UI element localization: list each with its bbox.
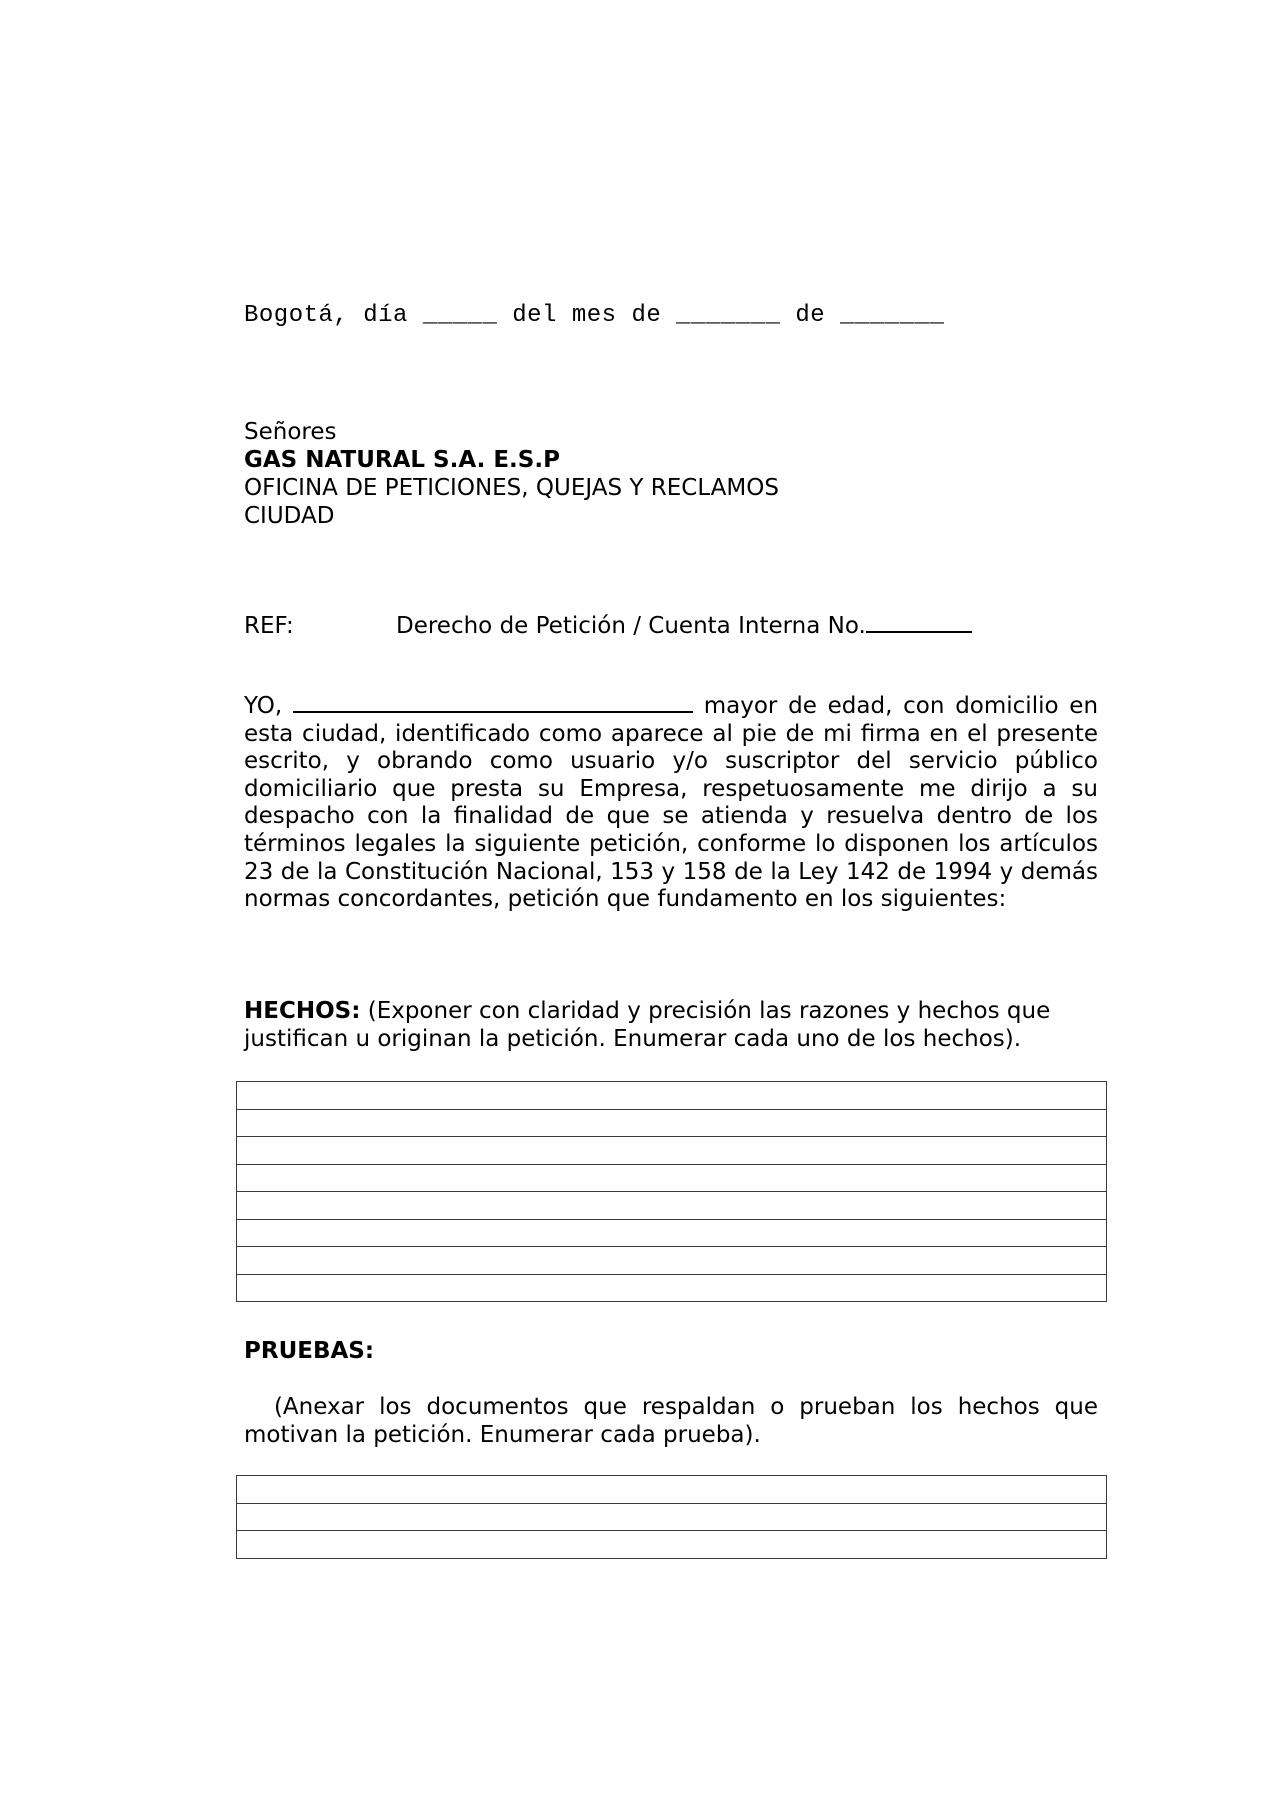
hechos-heading: HECHOS:: [244, 998, 361, 1024]
petition-prefix: YO,: [244, 693, 283, 719]
petition-paragraph: [244, 693, 1098, 914]
date-line: Bogotá, día _____ del mes de _______ de _______: [244, 302, 945, 329]
fill-in-cell[interactable]: [237, 1531, 1107, 1559]
fill-in-row: [237, 1476, 1107, 1504]
fill-in-cell[interactable]: [237, 1476, 1107, 1504]
pruebas-heading: PRUEBAS:: [244, 1338, 375, 1364]
reference-line: [244, 611, 972, 640]
fill-in-cell[interactable]: [237, 1109, 1107, 1137]
fill-in-cell[interactable]: [237, 1274, 1107, 1302]
fill-in-cell[interactable]: [237, 1247, 1107, 1275]
addressee-block: [244, 418, 779, 530]
fill-in-row: [237, 1247, 1107, 1275]
fill-in-cell[interactable]: [237, 1164, 1107, 1192]
office-name: OFICINA DE PETICIONES, QUEJAS Y RECLAMOS: [244, 475, 779, 501]
fill-in-row: [237, 1274, 1107, 1302]
fill-in-row: [237, 1137, 1107, 1165]
account-number-blank[interactable]: [866, 611, 972, 633]
fill-in-cell[interactable]: [237, 1082, 1107, 1110]
company-name: GAS NATURAL S.A. E.S.P: [244, 447, 560, 473]
fill-in-row: [237, 1082, 1107, 1110]
fill-in-row: [237, 1164, 1107, 1192]
salutation: Señores: [244, 419, 337, 445]
fill-in-row: [237, 1192, 1107, 1220]
hechos-lines-table: [236, 1081, 1107, 1302]
fill-in-row: [237, 1109, 1107, 1137]
fill-in-row: [237, 1503, 1107, 1531]
fill-in-row: [237, 1531, 1107, 1559]
fill-in-cell[interactable]: [237, 1219, 1107, 1247]
petition-text: mayor de edad, con domicilio en esta ciudad, identificado como aparece al pie de mi firma en el presente escrito, y obrando como usuario y/o suscriptor del servicio público domiciliario que presta su Empresa, respetuosamente me dirijo a su despacho con la finalidad de que se atienda y resuelva dentro de los términos legales la siguiente petición, conforme lo disponen los artículos 23 de la Constitución Nacional, 153 y 158 de la Ley 142 de 1994 y demás normas concordantes, petición que fundamento en los siguientes:: [244, 693, 1099, 913]
fill-in-cell[interactable]: [237, 1192, 1107, 1220]
pruebas-lines-table: [236, 1475, 1107, 1559]
fill-in-cell[interactable]: [237, 1503, 1107, 1531]
city: CIUDAD: [244, 503, 335, 529]
pruebas-instruction: [244, 1394, 1098, 1449]
hechos-section: [244, 998, 1098, 1053]
fill-in-row: [237, 1219, 1107, 1247]
fill-in-cell[interactable]: [237, 1137, 1107, 1165]
reference-text: Derecho de Petición / Cuenta Interna No.: [396, 613, 866, 639]
name-blank[interactable]: [293, 693, 693, 713]
pruebas-instruction-text: (Anexar los documentos que respaldan o prueban los hechos que motivan la petición. Enumerar cada prueba).: [244, 1394, 1098, 1448]
reference-label: REF:: [244, 613, 294, 639]
hechos-instruction: (Exponer con claridad y precisión las razones y hechos que justifican u originan la petición. Enumerar cada uno de los hechos).: [244, 998, 1051, 1052]
